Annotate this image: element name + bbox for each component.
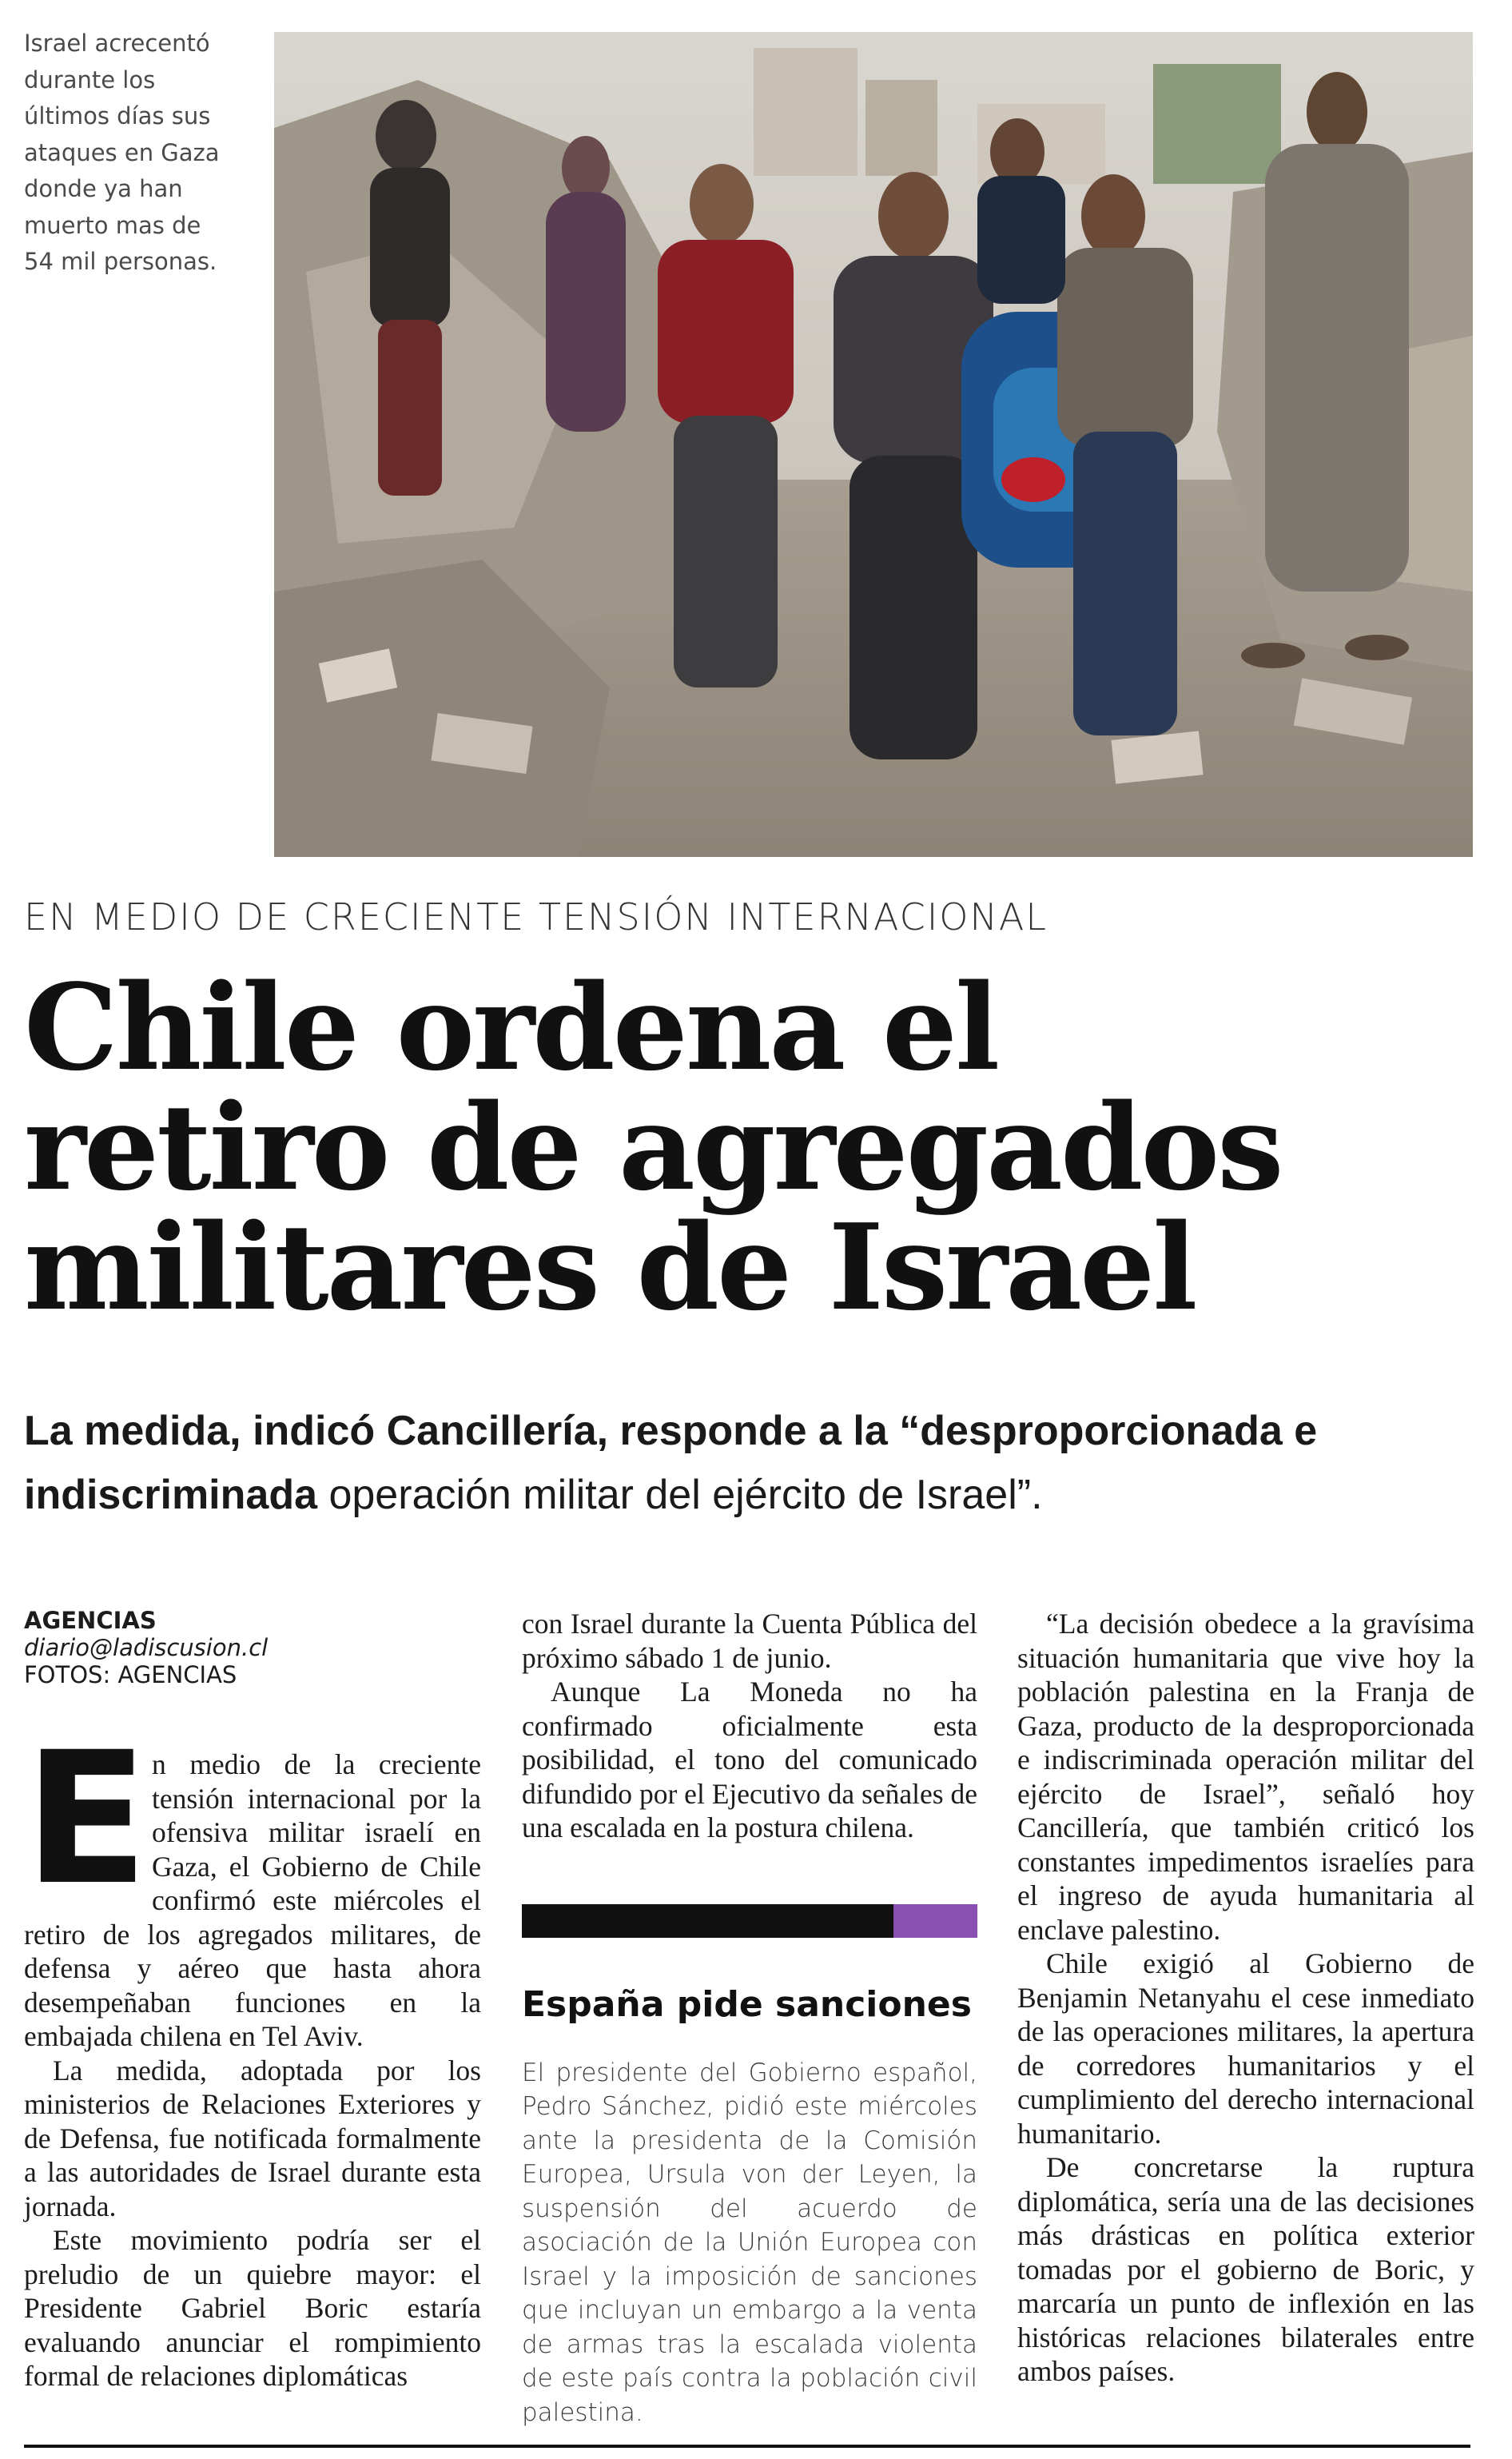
paragraph: Aunque La Moneda no ha confirmado oficialmente esta posibilidad, el tono del comunicado difundido por el Ejecutivo da señales de una escalada en la postura chilena.	[522, 1676, 977, 1843]
sidebar-text: El presidente del Gobierno español, Pedro Sánchez, pidió este miércoles ante la presidenta de la Comisión Europea, Ursula von der Leyen, la suspensión del acuerdo de asociación de la Unión Europea con Israel y la imposición de sanciones que incluyan un embargo a la venta de armas tras la escalada violenta de este país contra la población civil palestina.	[522, 2058, 977, 2427]
deck-bold-part: indiscriminada	[24, 1472, 317, 1518]
byline-photo-credit: FOTOS: AGENCIAS	[24, 1661, 237, 1688]
paragraph: con Israel durante la Cuenta Pública del próximo sábado 1 de junio.	[522, 1608, 977, 1674]
headline-line: retiro de agregados	[24, 1078, 1282, 1217]
article-column-3	[1017, 1607, 1474, 2389]
bottom-rule	[24, 2445, 1470, 2448]
byline-email: diario@ladiscusion.cl	[24, 1634, 269, 1661]
article-deck	[24, 1399, 1486, 1527]
news-photo-illustration	[274, 32, 1473, 857]
deck-bold-part: La medida, indicó Cancillería, responde a la “desproporcionada e	[24, 1408, 1318, 1454]
sidebar-accent	[893, 1904, 977, 1938]
headline-line: Chile ordena el	[24, 958, 998, 1097]
paragraph: En medio de la creciente tensión internacional por la ofensiva militar israelí en Gaza, el Gobierno de Chile confirmó este miércoles el retiro de los agregados militares, de defensa y aéreo que hasta ahora desempeñaban funciones en la embajada chilena en Tel Aviv.	[24, 1712, 481, 2052]
article-column-2	[522, 1607, 977, 2429]
byline-agency: AGENCIAS	[24, 1607, 157, 1634]
byline	[24, 1607, 481, 1688]
article-headline	[24, 958, 1486, 1337]
drop-cap: E	[24, 1712, 149, 1925]
paragraph: La medida, adoptada por los ministerios de Relaciones Exteriores y de Defensa, fue notificada formalmente a las autoridades de Israel durante esta jornada.	[24, 2054, 481, 2222]
sidebar-title: España pide sanciones	[522, 1983, 972, 2025]
news-photo	[274, 32, 1473, 857]
sidebar-rule	[522, 1904, 977, 1938]
article-column-1	[24, 1607, 481, 2393]
paragraph: Este movimiento podría ser el preludio de un quiebre mayor: el Presidente Gabriel Boric estaría evaluando anunciar el rompimiento formal de relaciones diplomáticas	[24, 2224, 481, 2392]
paragraph: “La decisión obedece a la gravísima situación humanitaria que vive hoy la población palestina en la Franja de Gaza, producto de la desproporcionada e indiscriminada operación militar del ejército de Israel”, señaló hoy Cancillería, que también criticó los constantes impedimentos israelíes para el ingreso de ayuda humanitaria al enclave palestino.	[1017, 1608, 1474, 1946]
photo-caption: Israel acrecentó durante los últimos días sus ataques en Gaza donde ya han muerto mas de 54 mil personas.	[24, 30, 220, 275]
deck-regular-part: operación militar del ejército de Israel”.	[317, 1472, 1043, 1518]
article-kicker: EN MEDIO DE CRECIENTE TENSIÓN INTERNACIONAL	[24, 895, 1048, 939]
headline-line: militares de Israel	[24, 1198, 1196, 1337]
paragraph: Chile exigió al Gobierno de Benjamin Netanyahu el cese inmediato de las operaciones militares, la apertura de corredores humanitarios y el cumplimiento del derecho internacional humanitario.	[1017, 1947, 1474, 2150]
paragraph: De concretarse la ruptura diplomática, sería una de las decisiones más drásticas en política exterior tomadas por el gobierno de Boric, y marcaría un punto de inflexión en las históricas relaciones bilaterales entre ambos países.	[1017, 2151, 1474, 2387]
